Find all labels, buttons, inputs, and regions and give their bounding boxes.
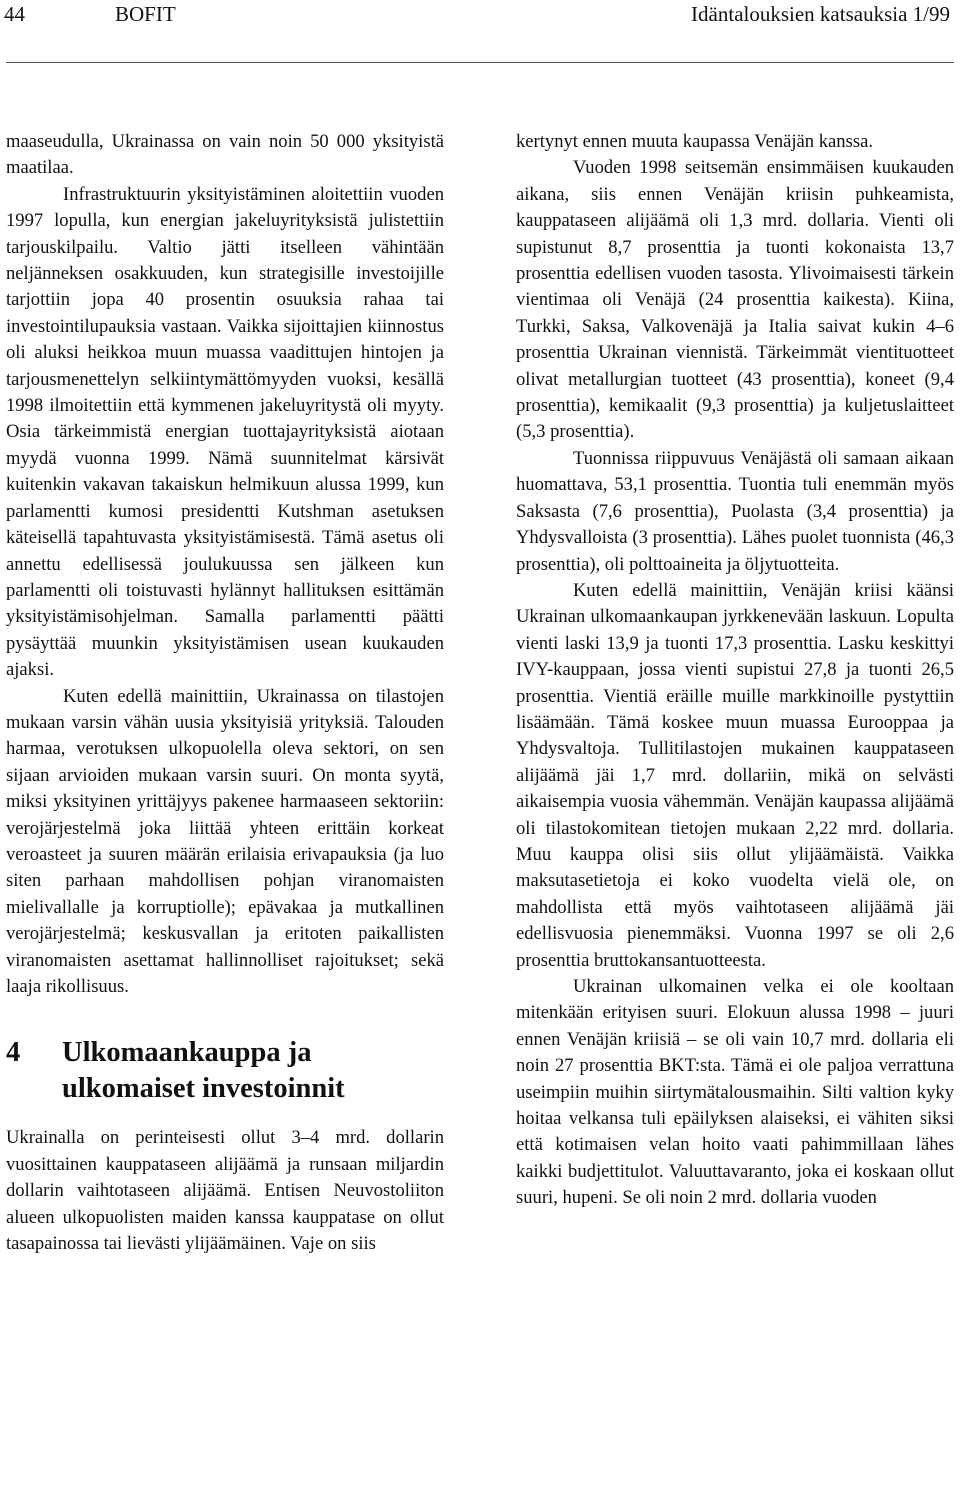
paragraph: maaseudulla, Ukrainassa on vain noin 50 000 yksityistä maatilaa. <box>6 131 444 179</box>
section-title-line1: Ulkomaankauppa ja <box>62 1037 312 1069</box>
series-title: Idäntalouksien katsauksia 1/99 <box>691 2 950 26</box>
left-column <box>6 129 444 1257</box>
section-heading <box>6 1035 444 1107</box>
paragraph: Kuten edellä mainittiin, Ukrainassa on tilastojen mukaan varsin vähän uusia yksityisiä yrityksiä. Talouden harmaa, verotuksen ulkopuolella oleva sektori, on sen sijaan arvioiden mukaan varsin suuri. On monta syytä, miksi yksityinen yrittäjyys pakenee harmaaseen sektoriin: verojärjestelmä joka liittää yhteen erittäin korkeat veroasteet ja suuren määrän erilaisia erivapauksia (ja luo siten parhaan mahdollisen pohjan viranomaisten mielivallalle ja korruptiolle); epävakaa ja mutkallinen verojärjestelmä; keskusvallan ja eritoten paikallisten viranomaisten asettamat hallinnolliset rajoitukset; sekä laaja rikollisuus. <box>6 685 444 997</box>
paragraph: Tuonnissa riippuvuus Venäjästä oli samaan aikaan huomattava, 53,1 prosenttia. Tuontia tuli enemmän myös Saksasta (7,6 prosenttia), Puolasta (3,4 prosenttia) ja Yhdysvalloista (3 prosenttia). Lähes puolet tuonnista (46,3 prosenttia), oli polttoaineita ja öljytuotteita. <box>516 447 954 575</box>
page-number: 44 <box>4 2 25 26</box>
paragraph: Ukrainan ulkomainen velka ei ole kooltaan mitenkään erityisen suuri. Elokuun alussa 1998 – juuri ennen Venäjän kriisiä – se oli vain 10,7 mrd. dollaria eli noin 27 prosenttia BKT:sta. Tämä ei ole paljoa verrattuna useimpiin muihin siirtymätalousmaihin. Silti valtion kyky hoitaa velkansa tuli epäilyksen alaiseksi, ei vähiten siksi että kotimaisen velan hoito vaati pahimmillaan lähes kaikki budjettitulot. Valuuttavaranto, joka ei koskaan ollut suuri, hupeni. Se oli noin 2 mrd. dollaria vuoden <box>516 976 954 1209</box>
header-rule <box>6 62 954 63</box>
paragraph: Vuoden 1998 seitsemän ensimmäisen kuukauden aikana, siis ennen Venäjän kriisin puhkeamista, kauppataseen alijäämä oli 1,3 mrd. dollaria. Vienti oli supistunut 8,7 prosenttia ja tuonti kokonaista 13,7 prosenttia edellisen vuoden tasosta. Ylivoimaisesti tärkein vientimaa oli Venäjä (24 prosenttia kaikesta). Kiina, Turkki, Saksa, Valkovenäjä ja Italia saivat kukin 4–6 prosenttia Ukrainan viennistä. Tärkeimmät vientituotteet olivat metallurgian tuotteet (43 prosenttia), koneet (9,4 prosenttia), kemikaalit (9,3 prosenttia) ja kuljetuslaitteet (5,3 prosenttia). <box>516 157 954 443</box>
right-column <box>516 129 954 1212</box>
section-number: 4 <box>6 1037 21 1069</box>
paragraph: Kuten edellä mainittiin, Venäjän kriisi käänsi Ukrainan ulkomaankaupan jyrkkenevään laskuun. Lopulta vienti laski 13,9 ja tuonti 17,3 prosenttia. Lasku keskittyi IVY-kauppaan, jossa vienti supistui 27,8 ja tuonti 26,5 prosenttia. Vientiä eräille muille markkinoille pystyttiin lisäämään. Tämä koskee muun muassa Eurooppaa ja Yhdysvaltoja. Tullitilastojen mukainen kauppataseen alijäämä jäi 1,7 mrd. dollariin, mikä on selvästi aikaisempia vuosia vähemmän. Venäjän kaupassa alijäämä oli tilastokomitean tietojen mukaan 2,22 mrd. dollaria. Muu kauppa olisi siis ollut ylijäämäistä. Vaikka maksutasetietoja ei koko vuodelta vielä ole, on mahdollista että myös vaihtotaseen alijäämä jäi edellisvuosia pienemmäksi. Vuonna 1997 se oli 2,6 prosenttia bruttokansantuotteesta. <box>516 579 954 971</box>
page-header <box>0 0 960 40</box>
paragraph: Infrastruktuurin yksityistäminen aloitettiin vuoden 1997 lopulla, kun energian jakeluyrityksistä julistettiin tarjouskilpailu. Valtio jätti itselleen vähintään neljänneksen osakkuuden, kun strategisille investoijille tarjottiin jopa 40 prosentin osuuksia rahaa tai investointilupauksia vastaan. Vaikka sijoittajien kiinnostus oli aluksi heikkoa muun muassa vaadittujen hintojen ja tarjousmenettelyn selkiintymättömyyden vuoksi, kesällä 1998 ilmoitettiin että kymmenen jakeluyritystä oli myyty. Osia tärkeimmistä energian tuottajayrityksistä aiotaan myydä vuonna 1999. Nämä suunnitelmat kärsivät kuitenkin vakavan takaiskun helmikuun alussa 1999, kun parlamentti kumosi presidentti Kutshman asetuksen käteisellä tapahtuvasta yksityistämisestä. Tämä asetus oli annettu edellisessä joulukuussa sen jälkeen kun parlamentti oli toistuvasti hylännyt hallituksen esittämän yksityistämisohjelman. Samalla parlamentti päätti pysäyttää muunkin yksityistämisen usean kuukauden ajaksi. <box>6 183 444 681</box>
paragraph: Ukrainalla on perinteisesti ollut 3–4 mrd. dollarin vuosittainen kauppataseen alijäämä ja runsaan miljardin dollarin vaihtotaseen alijäämä. Entisen Neuvostoliiton alueen ulkopuolisten maiden kanssa kauppatase on ollut tasapainossa tai lievästi ylijäämäinen. Vaje on siis <box>6 1127 444 1255</box>
section-title-line2: ulkomaiset investoinnit <box>62 1073 345 1105</box>
paragraph: kertynyt ennen muuta kaupassa Venäjän kanssa. <box>516 131 873 152</box>
publisher-name: BOFIT <box>115 2 176 26</box>
